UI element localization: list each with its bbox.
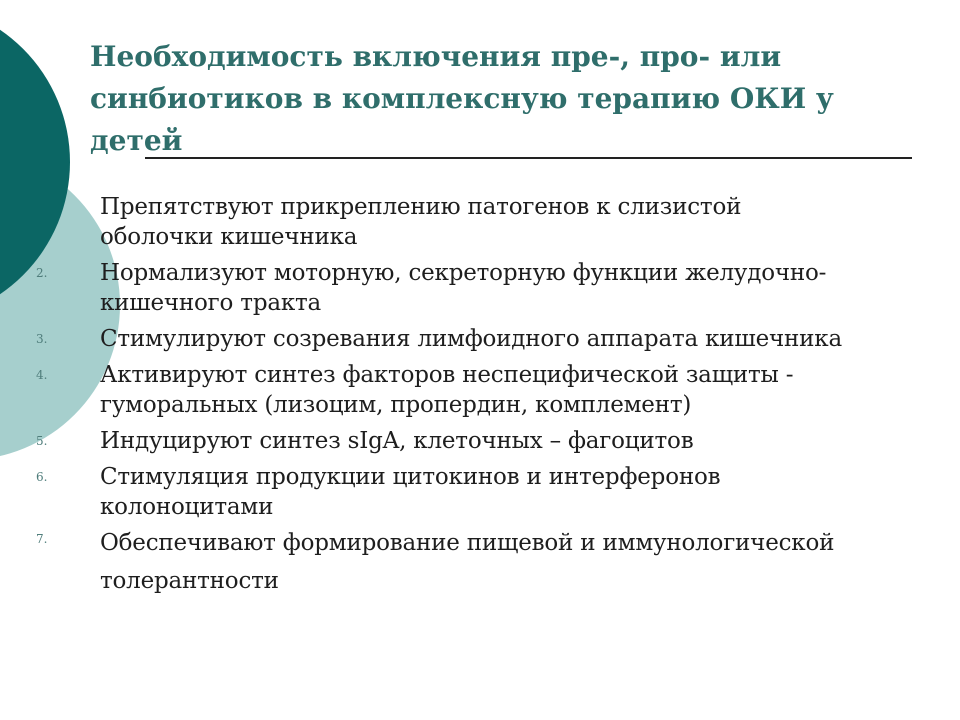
list-item — [0, 324, 960, 354]
list-item-number: 5. — [36, 434, 48, 448]
list-item-text: Обеспечивают формирование пищевой и иммунологической толерантности — [100, 530, 835, 594]
list-item-number — [36, 200, 47, 214]
list-item — [0, 258, 960, 318]
list-item — [0, 524, 960, 600]
list-item — [0, 462, 960, 522]
list-item-text: Активируют синтез факторов неспецифической защиты - гуморальных (лизоцим, пропердин, комплемент) — [100, 362, 794, 418]
list-item-text: Стимулируют созревания лимфоидного аппарата кишечника — [100, 326, 842, 352]
list-item — [0, 360, 960, 420]
slide-title: Необходимость включения пре-, про- или синбиотиков в комплексную терапию ОКИ у детей — [90, 40, 834, 157]
numbered-list — [0, 192, 960, 606]
list-item-text: Индуцируют синтез sIgA, клеточных – фагоцитов — [100, 428, 694, 454]
list-item — [0, 192, 960, 252]
list-item-number: 4. — [36, 368, 48, 382]
list-item-number: 3. — [36, 332, 48, 346]
list-item-number: 2. — [36, 266, 48, 280]
list-item — [0, 426, 960, 456]
list-item-text: Стимуляция продукции цитокинов и интерферонов колоноцитами — [100, 464, 721, 520]
list-item-text: Препятствуют прикреплению патогенов к слизистой оболочки кишечника — [100, 194, 742, 250]
list-item-number: 7. — [36, 532, 48, 546]
list-item-number: 6. — [36, 470, 48, 484]
list-item-text: Нормализуют моторную, секреторную функции желудочно- кишечного тракта — [100, 260, 827, 316]
title-underline — [145, 157, 912, 159]
